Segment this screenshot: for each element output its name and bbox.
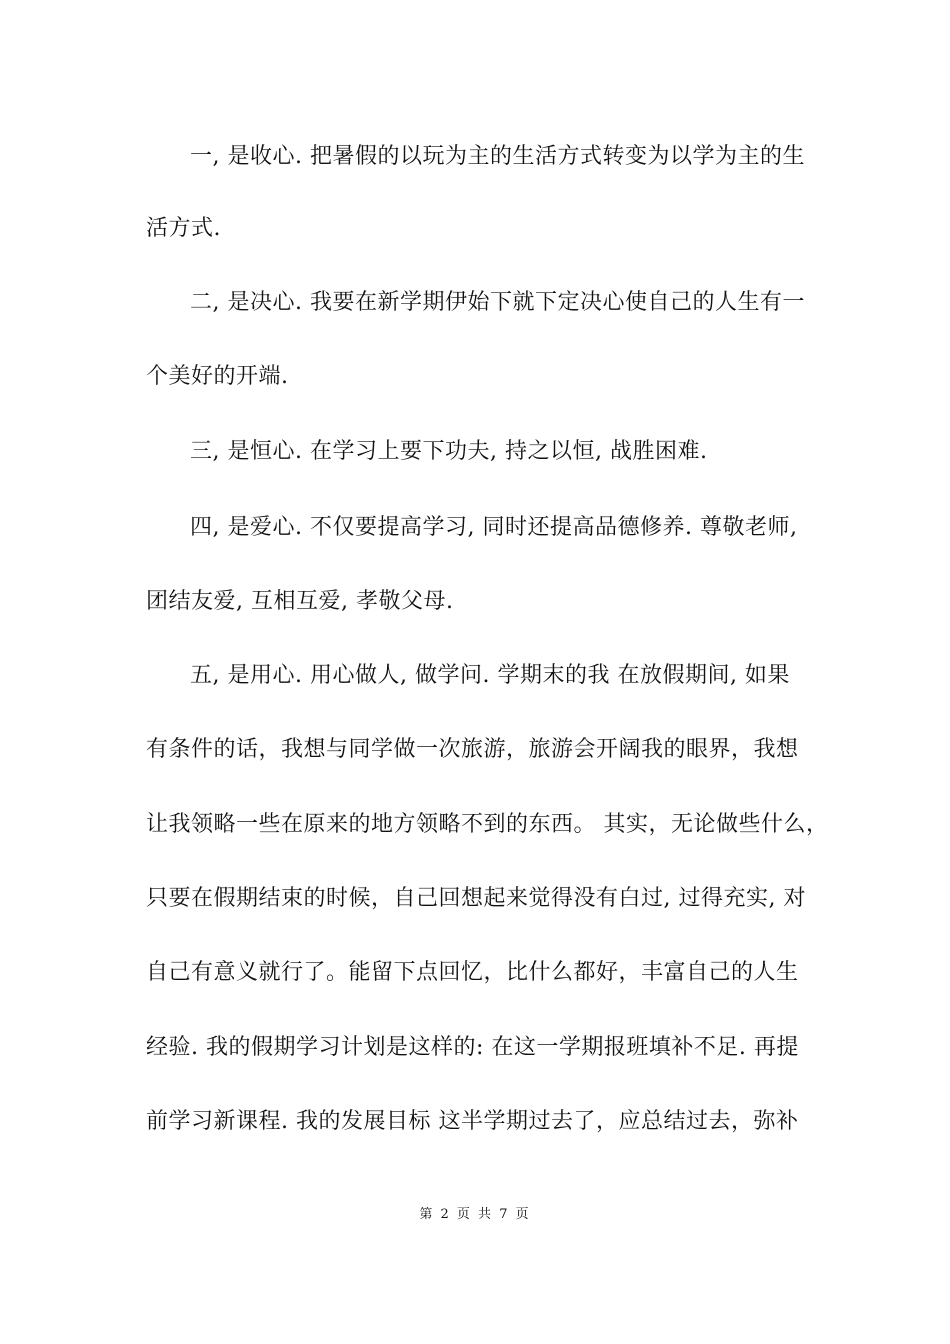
page-number-footer: 第 2 页 共 7 页 — [419, 1207, 531, 1222]
paragraph-line: 三, 是恒心. 在学习上要下功夫, 持之以恒, 战胜困难. — [190, 439, 708, 464]
paragraph-line: 自己有意义就行了。能留下点回忆，比什么都好，丰富自己的人生 — [146, 960, 799, 985]
paragraph-line: 活方式. — [146, 216, 221, 241]
paragraph-line: 个美好的开端. — [146, 364, 289, 389]
paragraph-line: 让我领略一些在原来的地方领略不到的东西。 其实，无论做些什么， — [146, 812, 829, 837]
paragraph-line: 团结友爱, 互相互爱, 孝敬父母. — [146, 589, 454, 614]
paragraph-line: 五, 是用心. 用心做人, 做学问. 学期末的我 在放假期间, 如果 — [190, 663, 790, 688]
paragraph-line: 前学习新课程. 我的发展目标 这半学期过去了，应总结过去，弥补 — [146, 1109, 799, 1134]
paragraph-line: 有条件的话，我想与同学做一次旅游，旅游会开阔我的眼界，我想 — [146, 737, 799, 762]
paragraph-line: 二, 是决心. 我要在新学期伊始下就下定决心使自己的人生有一 — [190, 290, 805, 315]
paragraph-line: 只要在假期结束的时候，自己回想起来觉得没有白过, 过得充实, 对 — [146, 886, 806, 911]
paragraph-line: 一, 是收心. 把暑假的以玩为主的生活方式转变为以学为主的生 — [190, 144, 805, 169]
paragraph-line: 四, 是爱心. 不仅要提高学习, 同时还提高品德修养. 尊敬老师, — [190, 515, 798, 540]
paragraph-line: 经验. 我的假期学习计划是这样的: 在这一学期报班填补不足. 再提 — [146, 1035, 799, 1060]
